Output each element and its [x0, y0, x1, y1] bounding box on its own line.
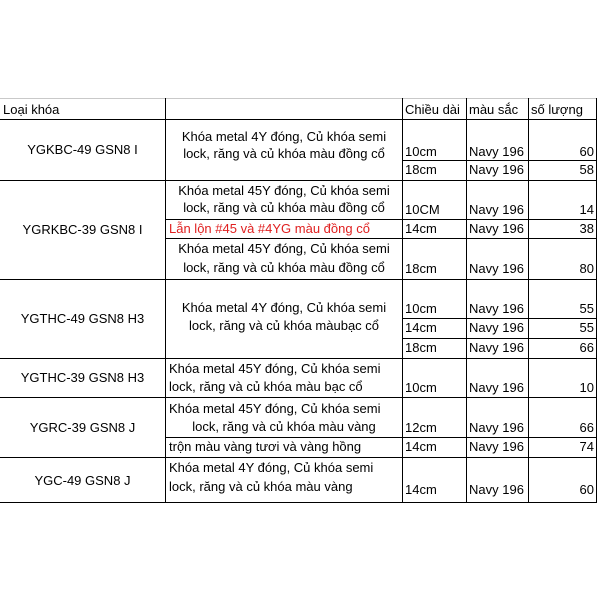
- group1-row2-length: 18cm: [405, 162, 437, 177]
- group1-code: YGKBC-49 GSN8 I: [27, 142, 138, 157]
- border-line: [402, 98, 403, 503]
- group5-desc-line3: trộn màu vàng tươi và vàng hồng: [169, 439, 362, 454]
- border-line: [166, 219, 597, 220]
- group2-desc2-line1: Khóa metal 45Y đóng, Củ khóa semi: [178, 241, 390, 256]
- group2-code: YGRKBC-39 GSN8 I: [22, 222, 143, 237]
- grid-line: [0, 98, 597, 99]
- group3-row2-length: 14cm: [405, 320, 437, 335]
- header-so-luong: số lượng: [531, 102, 583, 117]
- group2-row2-length: 14cm: [405, 221, 437, 236]
- group6-row1-qty: 60: [579, 482, 594, 497]
- group2-row1-length: 10CM: [405, 202, 440, 217]
- border-line: [166, 437, 597, 438]
- group3-row3-length: 18cm: [405, 340, 437, 355]
- group2-desc-line1: Khóa metal 45Y đóng, Củ khóa semi: [178, 183, 390, 198]
- group1-desc-line1: Khóa metal 4Y đóng, Củ khóa semi: [181, 129, 387, 144]
- border-line: [402, 318, 597, 319]
- group3-row1-length: 10cm: [405, 301, 437, 316]
- group4-row1-color: Navy 196: [469, 380, 524, 395]
- group3-row1-qty: 55: [579, 301, 594, 316]
- group5-code: YGRC-39 GSN8 J: [29, 419, 136, 435]
- group6-row1-color: Navy 196: [469, 482, 524, 497]
- border-line: [0, 119, 597, 120]
- group4-row1-qty: 10: [579, 380, 594, 395]
- group3-desc-line2: lock, răng và củ khóa màubạc cổ: [188, 318, 380, 333]
- group3-row1-color: Navy 196: [469, 301, 524, 316]
- group4-row1-length: 10cm: [405, 380, 437, 395]
- group5-row1-color: Navy 196: [469, 420, 524, 435]
- group1-row1-color: Navy 196: [469, 144, 524, 159]
- group6-code: YGC-49 GSN8 J: [34, 472, 131, 488]
- group6-row1-length: 14cm: [405, 482, 437, 497]
- border-line: [0, 502, 597, 503]
- header-chieu-dai: Chiều dài: [405, 102, 460, 117]
- header-mau-sac: màu sắc: [469, 102, 519, 117]
- group5-desc-line1: Khóa metal 45Y đóng, Củ khóa semi: [169, 401, 381, 416]
- group5-row1-qty: 66: [579, 420, 594, 435]
- group1-desc-line2: lock, răng và củ khóa màu đồng cổ: [183, 146, 385, 161]
- group1-row2-color: Navy 196: [469, 162, 524, 177]
- group1-row2-qty: 58: [579, 162, 594, 177]
- border-line: [402, 160, 597, 161]
- group4-desc-line2: lock, răng và củ khóa màu bạc cổ: [169, 379, 363, 394]
- border-line: [165, 98, 166, 503]
- group1-row1-qty: 60: [579, 144, 594, 159]
- border-line: [0, 180, 597, 181]
- border-line: [0, 279, 597, 280]
- group3-desc-line1: Khóa metal 4Y đóng, Củ khóa semi: [181, 300, 387, 315]
- group2-row3-length: 18cm: [405, 261, 437, 276]
- group5-row2-length: 14cm: [405, 439, 437, 454]
- group6-desc-line2: lock, răng và củ khóa màu vàng: [169, 479, 353, 494]
- group2-desc-line2: lock, răng và củ khóa màu đồng cổ: [183, 200, 385, 215]
- group6-desc-line1: Khóa metal 4Y đóng, Củ khóa semi: [169, 460, 374, 475]
- group3-row2-color: Navy 196: [469, 320, 524, 335]
- group2-row2-color: Navy 196: [469, 221, 524, 236]
- group2-note: Lẫn lộn #45 và #4YG màu đồng cổ: [169, 221, 370, 236]
- group4-desc-line1: Khóa metal 45Y đóng, Củ khóa semi: [169, 361, 381, 376]
- group1-row1-length: 10cm: [405, 144, 437, 159]
- group2-row1-qty: 14: [579, 202, 594, 217]
- group2-row1-color: Navy 196: [469, 202, 524, 217]
- border-line: [166, 238, 597, 239]
- group4-code: YGTHC-39 GSN8 H3: [20, 370, 145, 385]
- group2-row3-color: Navy 196: [469, 261, 524, 276]
- group3-row2-qty: 55: [579, 320, 594, 335]
- group5-row2-qty: 74: [579, 439, 594, 454]
- group3-code: YGTHC-49 GSN8 H3: [20, 311, 145, 326]
- header-loai-khoa: Loại khóa: [3, 102, 60, 117]
- border-line: [0, 457, 597, 458]
- group5-row2-color: Navy 196: [469, 439, 524, 454]
- border-line: [0, 358, 597, 359]
- border-line: [528, 98, 529, 503]
- group2-desc2-line2: lock, răng và củ khóa màu đồng cổ: [183, 260, 385, 275]
- group2-row3-qty: 80: [579, 261, 594, 276]
- group3-row3-color: Navy 196: [469, 340, 524, 355]
- group5-row1-length: 12cm: [405, 420, 437, 435]
- group3-row3-qty: 66: [579, 340, 594, 355]
- group5-desc-line2: lock, răng và củ khóa màu vàng: [192, 419, 376, 434]
- border-line: [466, 98, 467, 503]
- border-line: [402, 338, 597, 339]
- group2-row2-qty: 38: [579, 221, 594, 236]
- border-line: [0, 397, 597, 398]
